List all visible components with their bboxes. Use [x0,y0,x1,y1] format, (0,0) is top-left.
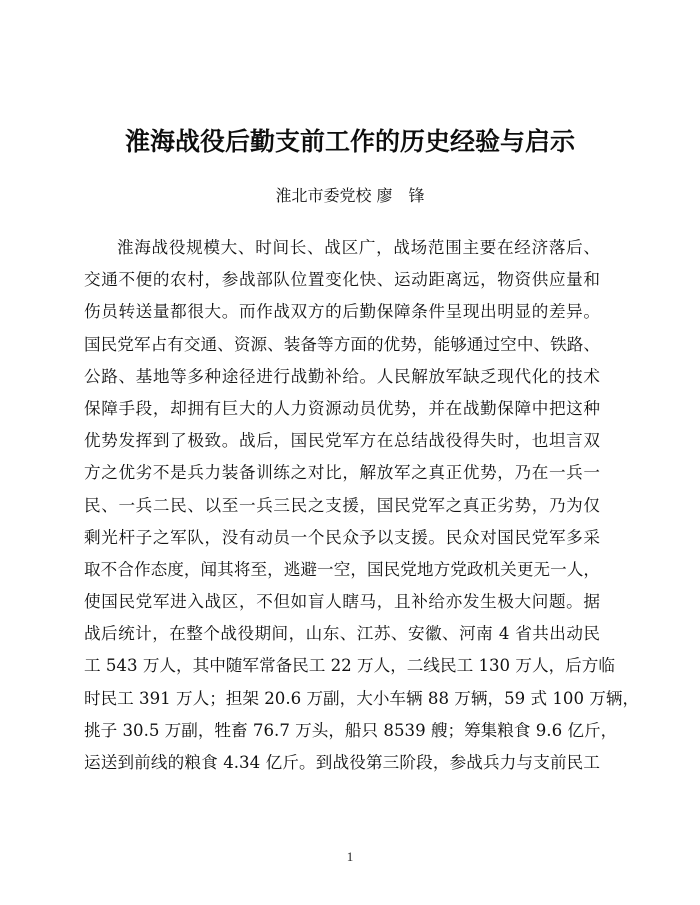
body-line: 使国民党军进入战区，不但如盲人瞎马，且补给亦发生极大问题。据 [84,592,600,612]
body-line: 时民工 391 万人；担架 20.6 万副，大小车辆 88 万辆，59 式 100 万辆， [84,688,640,708]
author-name: 廖 锋 [376,186,425,205]
body-line: 伤员转送量都很大。而作战双方的后勤保障条件呈现出明显的差异。 [84,302,600,322]
body-line: 交通不便的农村，参战部队位置变化快、运动距离远，物资供应量和 [84,270,600,290]
page-number: 1 [346,849,354,864]
body-line: 战后统计，在整个战役期间，山东、江苏、安徽、河南 4 省共出动民 [84,624,600,644]
body-line: 方之优劣不是兵力装备训练之对比，解放军之真正优势，乃在一兵一 [84,463,600,483]
body-line: 国民党军占有交通、资源、装备等方面的优势，能够通过空中、铁路、 [84,334,600,354]
author-organization: 淮北市委党校 [275,186,372,205]
body-line: 剩光杆子之军队，没有动员一个民众予以支援。民众对国民党军多采 [84,527,600,547]
body-line: 优势发挥到了极致。战后，国民党军方在总结战役得失时，也坦言双 [84,431,600,451]
author-line [0,184,700,208]
body-paragraph [84,232,640,779]
body-line: 取不合作态度，闻其将至，逃避一空，国民党地方党政机关更无一人， [84,559,600,579]
body-line: 运送到前线的粮食 4.34 亿斤。到战役第三阶段，参战兵力与支前民工 [84,753,600,772]
body-line: 工 543 万人，其中随军常备民工 22 万人，二线民工 130 万人，后方临 [84,656,615,676]
body-line: 淮海战役规模大、时间长、战区广，战场范围主要在经济落后、 [117,238,600,257]
body-line: 民、一兵二民、以至一兵三民之支援，国民党军之真正劣势，乃为仅 [84,495,600,515]
body-line: 挑子 30.5 万副，牲畜 76.7 万头，船只 8539 艘；筹集粮食 9.6 亿斤， [84,720,618,740]
body-line: 保障手段，却拥有巨大的人力资源动员优势，并在战勤保障中把这种 [84,398,600,418]
body-line: 公路、基地等多种途径进行战勤补给。人民解放军缺乏现代化的技术 [84,366,600,386]
document-title: 淮海战役后勤支前工作的历史经验与启示 [124,127,575,156]
